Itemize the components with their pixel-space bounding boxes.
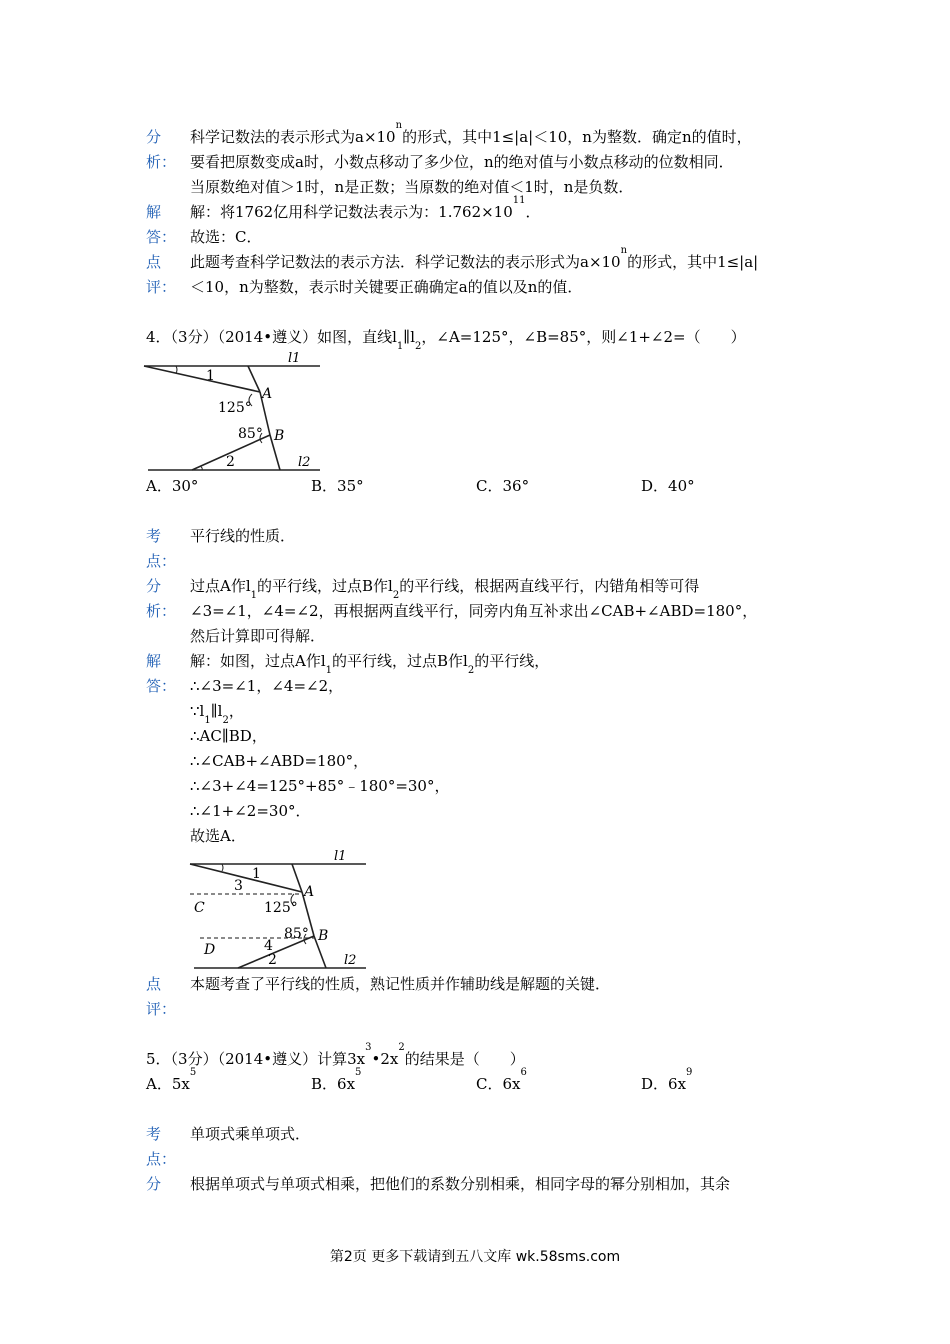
q4-comment-label-2 [0,997,950,1021]
label-kao: 考 [146,527,162,545]
label-angle-a: 125° [264,900,298,916]
q3-answer-line-1: 解 解：将1762亿用科学记数法表示为：$1.762\times 10^{11}$． [0,200,950,224]
label-l1: l1 [288,351,301,366]
label-ping: 评： [146,1000,177,1018]
q4-options [0,474,950,498]
label-l2: l2 [298,455,311,470]
q4-stem: 4．（3分）（2014•遵义）如图，直线$l_1\parallel l_2$，∠A=125°，∠B=85°，则∠1+∠2=（ ） [146,328,746,352]
label-jie: 解 [146,203,162,221]
q4-answer-line-1: 解 解：如图，过点A作$l_1$的平行线，过点B作$l_2$的平行线， [0,649,950,673]
q4-topic-label-2 [0,549,950,573]
label-xi: 析： [146,153,177,171]
label-point-a: A [304,884,315,900]
label-l2: l2 [344,953,357,968]
q3-analysis-line-1: 分 科学记数法的表示形式为$a\times 10^n$的形式，其中1≤|a|＜10，n为整数．确定n的值时， [0,125,950,149]
q3-answer-line-2: 答： 故选：C． [0,225,950,249]
label-fen: 分 [146,577,162,595]
label-point-b: B [274,428,285,444]
label-point-a: A [262,386,273,402]
label-fen: 分 [146,1175,162,1193]
label-dian: 点 [146,975,162,993]
q3-analysis-line-3: 当原数绝对值＞1时，n是正数；当原数的绝对值＜1时，n是负数． [190,178,634,196]
q5-analysis-line-1: 分 根据单项式与单项式相乘，把他们的系数分别相乘，相同字母的幂分别相加，其余 [0,1172,950,1196]
label-angle-1: 1 [206,368,215,384]
label-angle-a: 125° [218,400,252,416]
label-angle-1: 1 [252,866,261,882]
label-kdian: 点： [146,1150,177,1168]
label-point-d: D [204,942,216,958]
q4-analysis-line-3: 然后计算即可得解． [190,627,326,645]
q3-analysis-line-2: 析： 要看把原数变成a时，小数点移动了多少位，n的绝对值与小数点移动的位数相同． [0,150,950,174]
label-kao: 考 [146,1125,162,1143]
q4-answer-line-3: $\because l_1\parallel l_2$， [190,702,244,726]
q4-option-c: C．36° [476,477,530,495]
label-da: 答： [146,677,177,695]
q4-figure-2 [186,846,376,974]
q4-option-a: A．30° [146,477,199,495]
page-footer: 第2页 更多下载请到五八文库 wk.58sms.com [329,1249,621,1265]
label-angle-3: 3 [234,878,243,894]
label-jie: 解 [146,652,162,670]
label-angle-2: 2 [268,952,277,968]
q4-option-b: B．35° [311,477,364,495]
q5-option-c: C．$6x^6$ [476,1067,527,1093]
label-angle-b: 85° [284,926,309,942]
q5-option-d: D．$6x^9$ [641,1067,693,1093]
q3-comment-line-1: 点 此题考查科学记数法的表示方法．科学记数法的表示形式为$a\times 10^n$的形式，其中1≤|a| [0,250,950,274]
q4-answer-line-4: ∴AC∥BD， [190,727,267,745]
q5-stem: 5．（3分）（2014•遵义）计算$3x^3•2x^2$的结果是（ ） [146,1042,525,1068]
label-xi: 析： [146,602,177,620]
q3-comment-line-2: 评： ＜10，n为整数，表示时关键要正确确定a的值以及n的值． [0,275,950,299]
label-angle-4: 4 [264,938,273,954]
q4-option-d: D．40° [641,477,695,495]
label-point-b: B [318,928,329,944]
q4-figure-1 [140,348,330,476]
q5-topic: 考 单项式乘单项式． [0,1122,950,1146]
label-point-c: C [194,900,205,916]
label-kdian: 点： [146,552,177,570]
label-fen: 分 [146,128,162,146]
label-ping: 评： [146,278,177,296]
q5-options [0,1067,950,1096]
q5-option-b: B．$6x^5$ [311,1067,362,1093]
q4-analysis-line-1: 分 过点A作$l_1$的平行线，过点B作$l_2$的平行线，根据两直线平行，内错角相等可得 [0,574,950,598]
q5-topic-label-2 [0,1147,950,1171]
label-da: 答： [146,228,177,246]
q5-option-a: A．$5x^5$ [146,1067,197,1093]
q4-analysis-line-2: 析： ∠3=∠1，∠4=∠2，再根据两直线平行，同旁内角互补求出∠CAB+∠ABD=180°， [0,599,950,623]
q4-topic: 考 平行线的性质． [0,524,950,548]
label-angle-b: 85° [238,426,263,442]
label-dian: 点 [146,253,162,271]
label-angle-2: 2 [226,454,235,470]
q4-answer-line-7: ∴∠1+∠2=30°． [190,802,311,820]
q4-answer-line-2: 答： ∴∠3=∠1，∠4=∠2， [0,674,950,698]
q4-comment: 点 本题考查了平行线的性质，熟记性质并作辅助线是解题的关键． [0,972,950,996]
q4-answer-line-5: ∴∠CAB+∠ABD=180°， [190,752,369,770]
q4-answer-line-6: ∴∠3+∠4=125°+85°﹣180°=30°， [190,777,450,795]
label-l1: l1 [334,849,347,864]
q4-answer-line-8: 故选A． [190,827,246,845]
